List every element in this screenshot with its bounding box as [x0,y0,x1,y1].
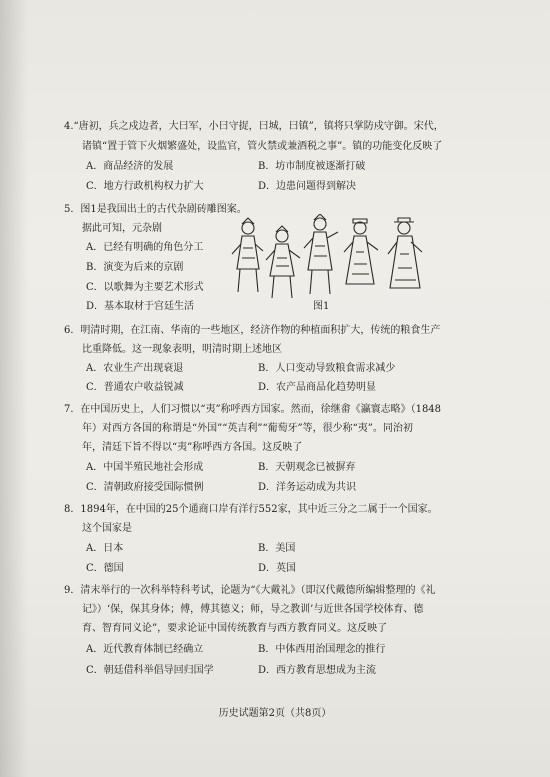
q6-option-b[interactable]: B．人口变动导致粮食需求减少 [258,363,396,374]
carving-figure-2 [266,226,300,298]
carving-figure-1 [232,218,263,292]
q4-option-a[interactable]: A．商品经济的发展 [86,161,174,172]
q7-option-a[interactable]: A．中国半殖民地社会形成 [86,462,204,473]
q4-option-b[interactable]: B．坊市制度被逐渐打破 [258,161,366,172]
figure-caption: 图1 [313,301,330,312]
q4-option-d[interactable]: D．边患问题得到解决 [258,181,357,192]
q8-option-c[interactable]: C．德国 [86,563,124,574]
carving-figure-5 [388,218,422,288]
q6-option-c[interactable]: C．普通农户收益锐减 [86,382,184,393]
q9-option-d[interactable]: D．西方教育思想成为主流 [258,665,377,676]
q4-option-c[interactable]: C．地方行政机构权力扩大 [86,181,204,192]
q6-line-1: 6．明清时期，在江南、华南的一些地区，经济作物的种植面积扩大，传统的粮食生产 [64,325,441,336]
q9-option-b[interactable]: B．中体西用治国理念的推行 [258,644,386,655]
carving-figure-3 [304,214,338,294]
q9-line-1: 9．清末举行的一次科举特科考试，论题为“《大戴礼》（即汉代戴德所编辑整理的《礼 [64,585,436,596]
q7-line-1: 7．在中国历史上，人们习惯以“夷”称呼西方国家。然而，徐继畬《瀛寰志略》（1848 [64,404,442,415]
q7-option-c[interactable]: C．清朝政府接受国际惯例 [86,482,204,493]
q8-line-1: 8．1894年，在中国的25个通商口岸有洋行552家，其中近三分之二属于一个国家。 [64,504,438,515]
q6-option-a[interactable]: A．农业生产出现衰退 [86,363,184,374]
q5-option-d[interactable]: D．基本取材于宫廷生活 [86,301,195,312]
q5-option-a[interactable]: A．已经有明确的角色分工 [86,242,204,253]
q5-line-2: 据此可知，元杂剧 [82,223,162,234]
q5-line-1: 5．图1是我国出土的古代杂剧砖雕图案。 [64,204,247,215]
q9-option-a[interactable]: A．近代教育体制已经确立 [86,644,204,655]
q4-line-2: 诸镇“置于管下火烟繁盛处，设监官，管火禁或兼酒税之事”。镇的功能变化反映了 [82,141,443,152]
q6-option-d[interactable]: D．农产品商品化趋势明显 [258,382,377,393]
q8-line-2: 这个国家是 [82,523,132,534]
q8-option-a[interactable]: A．日本 [86,543,124,554]
q9-line-3: 育、智育同义论”，要求论证中国传统教育与西方教育同义。这反映了 [82,623,388,634]
q7-option-b[interactable]: B．天朝观念已被摒弃 [258,462,356,473]
q5-option-c[interactable]: C．以歌舞为主要艺术形式 [86,282,204,293]
carving-figure-4 [344,219,378,284]
q5-option-b[interactable]: B．演变为后来的京剧 [86,262,184,273]
q7-option-d[interactable]: D．洋务运动成为共识 [258,482,357,493]
page-footer: 历史试题第2页（共8页） [218,708,332,719]
q8-option-d[interactable]: D．英国 [258,563,297,574]
q6-line-2: 比重降低。这一现象表明，明清时期上述地区 [82,344,282,355]
zaju-brick-carving-figure [228,214,428,304]
q9-line-2: 记》）‘保，保其身体；傅，傅其德义；师，导之教训’与近世各国学校体育、德 [82,604,424,615]
q8-option-b[interactable]: B．美国 [258,543,296,554]
q4-line-1: 4.“唐初，兵之戍边者，大曰军，小曰守捉，曰城，曰镇”，镇将只掌防戍守御。宋代， [64,121,444,132]
q9-option-c[interactable]: C．朝廷借科举倡导回归国学 [86,665,214,676]
q7-line-3: 年，清廷下旨不得以“夷”称呼西方各国。这反映了 [82,442,303,453]
q7-line-2: 年）对西方各国的称谓是“外国”“英吉利”“葡萄牙”等，很少称“夷”。同治初 [82,423,413,434]
